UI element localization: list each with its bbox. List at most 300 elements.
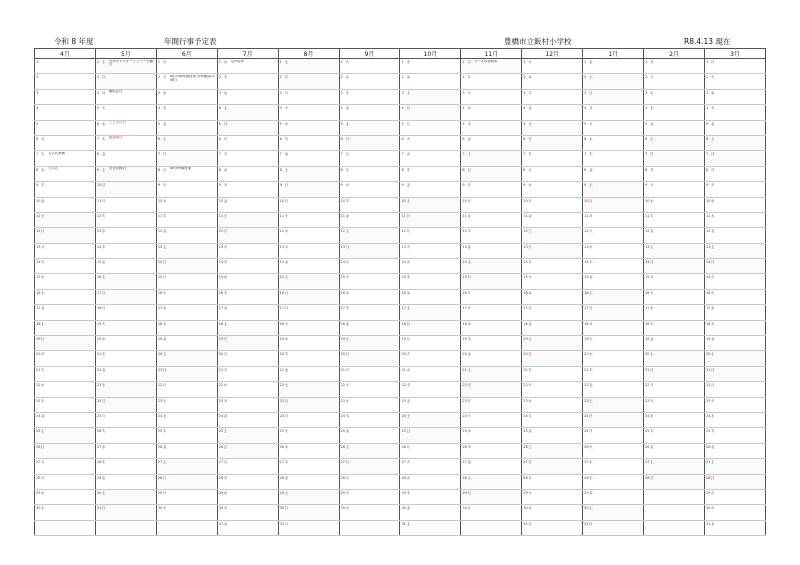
day-row [35,489,766,504]
day-number: 10 [401,198,406,203]
day-number: 27 [340,460,345,465]
day-number: 6 [523,136,526,141]
day-number: 14 [645,260,650,265]
day-cell [704,151,765,166]
day-number: 5 [401,121,404,126]
day-number: 26 [645,444,650,449]
day-row [35,428,766,443]
day-cell [704,428,765,443]
day-cell [461,320,522,335]
weekday: 水 [467,213,471,218]
day-cell [461,397,522,412]
weekday: 火 [406,244,410,249]
weekday: 月 [528,475,532,480]
weekday: 月 [101,90,106,95]
day-number: 18 [705,321,711,326]
month-header: 12月 [522,49,583,59]
day-number: 29 [584,490,589,495]
day-number: 9 [705,183,709,188]
day-cell [339,412,400,427]
weekday: 日 [162,475,167,480]
day-cell [278,197,339,212]
weekday: 火 [284,429,289,434]
day-number: 30 [462,506,467,511]
day-number: 12 [157,229,163,234]
day-cell [583,182,644,197]
weekday: 木 [345,90,350,95]
day-cell [156,74,217,89]
day-number: 25 [705,429,711,434]
day-cell [278,505,339,520]
weekday: 火 [101,429,106,434]
weekday: 土 [467,260,471,265]
weekday: 日 [162,367,167,372]
day-cell [704,489,765,504]
weekday: 土 [710,352,715,357]
weekday: 木 [650,429,654,434]
day-number: 1 [584,60,587,64]
day-number: 8 [645,167,648,172]
day-number: 29 [157,490,163,495]
weekday: 金 [650,229,654,234]
day-cell [583,382,644,397]
weekday: 木 [284,460,289,465]
day-cell [278,289,339,304]
day-number: 25 [523,429,528,434]
day-cell [278,428,339,443]
weekday: 月 [284,90,289,95]
day-cell [156,289,217,304]
weekday: 木 [528,306,532,311]
day-cell [156,382,217,397]
day-cell [95,228,156,243]
day-cell [156,151,217,166]
weekday: 火 [406,352,410,357]
day-number: 19 [157,337,163,342]
weekday: 水 [101,121,106,126]
weekday: 金 [406,398,410,403]
day-cell [644,105,705,120]
day-cell [522,89,583,104]
day-number: 24 [279,413,285,418]
day-cell [35,351,96,366]
day-cell [339,443,400,458]
day-number: 22 [279,383,285,388]
day-number: 7 [523,152,526,157]
day-number: 29 [36,490,41,495]
day-number: 29 [279,490,285,495]
day-cell [704,412,765,427]
day-cell [35,274,96,289]
day-cell [461,105,522,120]
day-number: 2 [584,75,587,80]
day-number: 20 [96,337,102,342]
weekday: 土 [162,136,167,141]
day-number: 10 [157,198,163,203]
weekday: 月 [710,167,715,172]
weekday: 木 [406,490,410,495]
weekday: 火 [162,183,167,188]
day-cell [278,259,339,274]
weekday: 土 [101,167,106,172]
day-row [35,397,766,412]
day-cell [704,212,765,227]
day-row [35,274,766,289]
day-cell [217,182,278,197]
weekday: 日 [650,152,654,157]
weekday: 月 [467,75,471,80]
day-row [35,89,766,104]
day-cell [583,274,644,289]
weekday: 木 [528,90,532,95]
day-number: 12 [36,229,41,234]
day-number: 19 [705,337,711,342]
weekday: 火 [710,290,715,295]
day-cell [35,428,96,443]
weekday: 土 [223,321,228,326]
day-cell [461,412,522,427]
weekday: 木 [284,352,289,357]
weekday: 火 [101,106,106,111]
day-cell [461,212,522,227]
day-number: 21 [705,367,711,372]
weekday: 日 [467,383,471,388]
day-number: 15 [96,260,102,265]
weekday: 火 [101,213,106,218]
day-cell [704,59,765,74]
day-cell [339,89,400,104]
day-number: 26 [705,444,711,449]
weekday: 土 [162,244,167,249]
weekday: 土 [223,429,228,434]
day-number: 17 [279,306,285,311]
day-cell [644,397,705,412]
day-number: 7 [279,152,282,157]
day-number: 5 [462,121,465,126]
weekday: 月 [589,106,593,111]
weekday: 月 [710,60,715,64]
day-number: 11 [523,213,528,218]
day-number: 20 [523,352,528,357]
day-cell [95,197,156,212]
day-number: 22 [705,383,711,388]
weekday: 火 [284,106,289,111]
day-cell [644,351,705,366]
weekday: 月 [223,244,228,249]
day-number: 19 [401,337,406,342]
day-number: 30 [279,506,285,511]
day-cell [217,443,278,458]
day-row [35,197,766,212]
day-cell [217,382,278,397]
day-number: 8 [401,167,404,172]
weekday: 水 [41,383,45,388]
day-number: 16 [401,290,406,295]
day-cell [278,135,339,150]
weekday: 月 [406,444,410,449]
weekday: 水 [650,90,654,95]
day-row [35,412,766,427]
day-number: 22 [157,383,163,388]
weekday: 日 [284,398,289,403]
day-cell [461,336,522,351]
day-number: 3 [96,75,100,80]
day-number: 6 [462,136,465,141]
weekday: 土 [589,506,593,511]
weekday: 土 [162,352,167,357]
weekday: 月 [467,290,471,295]
weekday: 木 [162,106,167,111]
day-cell [461,166,522,181]
day-cell [400,105,461,120]
weekday: 火 [284,213,289,218]
day-cell [704,135,765,150]
weekday: 水 [467,321,471,326]
day-number: 25 [157,429,163,434]
day-number: 16 [157,290,163,295]
day-cell [339,320,400,335]
day-cell [339,228,400,243]
day-cell [35,89,96,104]
weekday: 土 [528,444,532,449]
day-number: 28 [645,475,650,480]
day-number: 24 [523,413,528,418]
weekday: 月 [284,306,289,311]
weekday: 木 [467,229,471,234]
weekday: 月 [162,383,167,388]
weekday: 土 [223,213,228,218]
event-text: 40分時間授業 [169,167,192,171]
day-number: 15 [645,275,650,280]
day-number: 4 [462,106,465,111]
day-cell [217,412,278,427]
day-cell [35,74,96,89]
day-number: 13 [584,244,589,249]
day-cell [156,120,217,135]
day-cell [461,459,522,474]
weekday: 土 [589,398,593,403]
revision-date: R8.4.13 現在 [684,37,731,46]
day-cell [522,59,583,74]
weekday: 日 [528,136,532,141]
day-number: 19 [645,337,650,342]
weekday: 土 [345,229,350,234]
weekday: 水 [41,275,45,280]
day-number: 25 [462,429,467,434]
day-cell [522,105,583,120]
day-cell [278,182,339,197]
weekday: 月 [467,506,471,511]
day-cell [400,459,461,474]
day-cell [400,135,461,150]
day-number: 15 [705,275,711,280]
day-number: 23 [523,398,528,403]
weekday: 木 [101,136,106,141]
day-cell [644,243,705,258]
weekday: 月 [345,260,350,265]
month-header: 5月 [95,49,156,59]
day-number: 22 [645,383,650,388]
day-cell [95,428,156,443]
day-number: 4 [96,90,100,95]
weekday: 日 [406,429,410,434]
weekday: 土 [710,136,715,141]
day-number: 5 [157,121,161,126]
day-cell [35,59,96,74]
day-number: 19 [584,337,589,342]
day-cell [644,428,705,443]
day-cell [704,351,765,366]
day-number: 22 [218,383,224,388]
day-number: 29 [523,490,528,495]
day-number: 21 [401,367,406,372]
day-cell [35,382,96,397]
day-number: 13 [279,244,285,249]
day-cell [339,59,400,74]
weekday: 水 [589,352,593,357]
day-number: 17 [401,306,406,311]
day-cell [522,382,583,397]
weekday: 水 [101,337,106,342]
day-cell [35,505,96,520]
day-number: 23 [96,383,102,388]
weekday: 水 [284,121,289,126]
weekday: 日 [467,167,471,172]
day-cell [522,459,583,474]
day-number: 12 [584,229,589,234]
day-cell [644,305,705,320]
day-number: 16 [523,290,528,295]
weekday: 金 [41,306,45,311]
weekday: 水 [345,398,350,403]
day-number: 14 [705,260,711,265]
day-number: 17 [96,290,102,295]
day-cell [583,212,644,227]
weekday: 日 [589,521,593,526]
day-cell [95,443,156,458]
weekday: 月 [406,121,410,126]
day-number: 13 [645,244,650,249]
weekday: 土 [284,60,289,64]
weekday: 火 [589,121,593,126]
day-number: 22 [36,383,41,388]
day-number: 8 [279,167,282,172]
day-cell [156,305,217,320]
day-cell [644,366,705,381]
weekday: 水 [650,413,654,418]
month-header: 3月 [704,49,765,59]
day-cell [278,520,339,535]
day-cell [583,474,644,489]
day-cell [704,182,765,197]
day-number: 24 [96,398,102,403]
day-cell [400,489,461,504]
day-cell [156,474,217,489]
day-cell [217,397,278,412]
day-number: 28 [36,475,41,480]
day-number: 29 [401,490,406,495]
weekday: 日 [223,337,228,342]
day-number: 16 [340,290,345,295]
day-number: 29 [462,490,467,495]
day-cell [339,135,400,150]
day-cell [35,289,96,304]
weekday: 金 [284,152,289,157]
day-cell [704,74,765,89]
day-cell [644,320,705,335]
day-number: 9 [523,183,526,188]
day-cell [583,336,644,351]
month-header: 7月 [217,49,278,59]
day-cell [400,182,461,197]
weekday: 金 [406,75,410,80]
day-number: 23 [705,398,711,403]
day-cell [583,443,644,458]
day-cell [400,89,461,104]
day-cell [156,397,217,412]
weekday: 日 [223,229,228,234]
day-row [35,120,766,135]
day-number: 28 [96,460,102,465]
day-cell [644,182,705,197]
day-cell [217,336,278,351]
weekday: 木 [101,460,106,465]
day-number: 13 [401,244,406,249]
weekday: 木 [223,506,228,511]
day-cell [522,366,583,381]
weekday: 火 [41,260,45,265]
weekday: 金 [528,213,532,218]
day-cell [522,243,583,258]
day-number: 7 [584,152,587,157]
day-number: 23 [218,398,224,403]
weekday: 金 [223,306,228,311]
weekday: 木 [41,398,45,403]
day-number: 2 [36,75,39,80]
weekday: 月 [650,167,654,172]
school-name: 豊橋市立飯村小学校 [504,37,572,46]
day-number: 1 [705,60,709,64]
weekday: 木 [650,106,654,111]
weekday: 土 [406,306,410,311]
day-number: 19 [340,337,345,342]
day-number: 21 [36,367,41,372]
weekday: 日 [101,290,106,295]
day-number: 8 [340,167,343,172]
weekday: 水 [223,60,228,64]
weekday: 日 [710,260,715,265]
day-row [35,474,766,489]
weekday: 木 [406,383,410,388]
day-number: 21 [96,352,102,357]
day-number: 5 [218,121,221,126]
day-number: 29 [705,490,711,495]
day-cell [35,459,96,474]
day-cell [217,228,278,243]
day-cell [644,289,705,304]
day-number: 20 [462,352,467,357]
weekday: 木 [162,429,167,434]
day-cell [217,243,278,258]
weekday: 金 [41,413,45,418]
weekday: 木 [41,290,45,295]
day-row [35,520,766,535]
weekday: 木 [41,183,45,188]
weekday: 日 [406,321,410,326]
day-cell [461,151,522,166]
weekday: 月 [589,429,593,434]
day-cell [461,489,522,504]
